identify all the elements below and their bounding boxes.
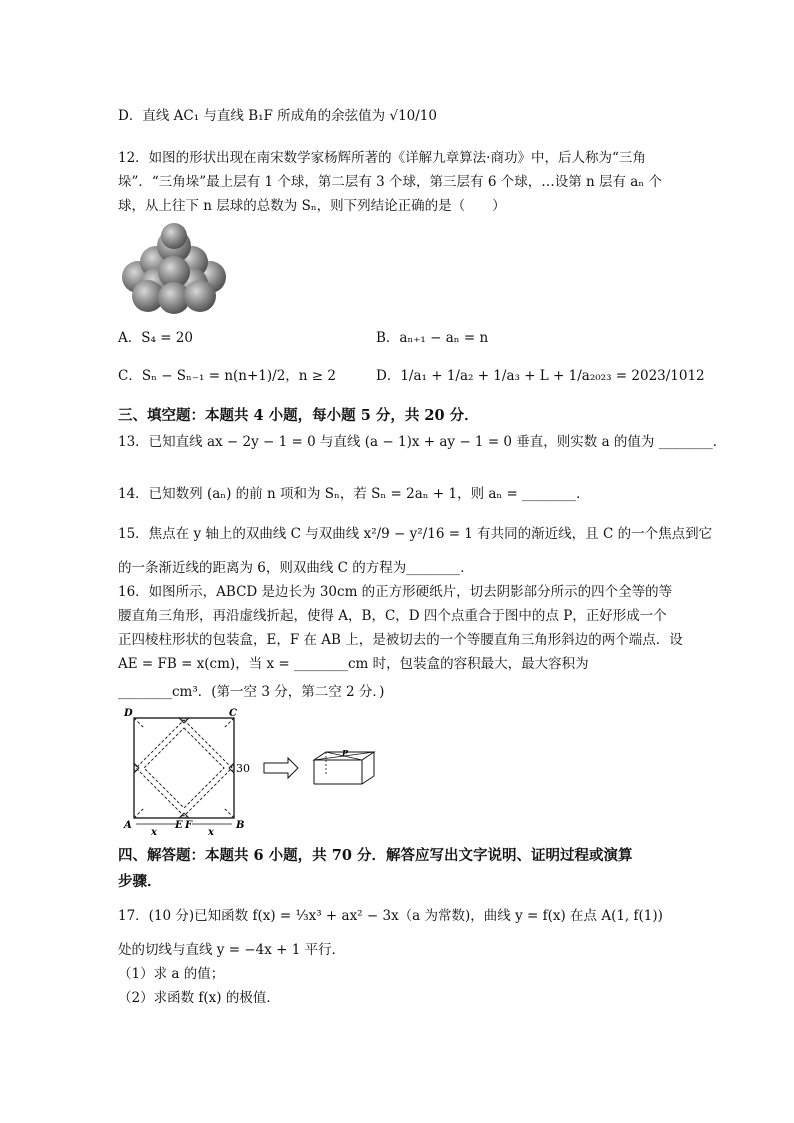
q12-line2: 垛”．“三角垛”最上层有 1 个球，第二层有 3 个球，第三层有 6 个球，…设第 n 层有 aₙ 个 — [118, 174, 662, 190]
fig-label-e: E — [175, 820, 183, 831]
q12-option-a: A．S₄ = 20 — [118, 330, 193, 346]
q16-line4: AE = FB = x(cm)，当 x = ________cm 时，包装盒的容积最大，最大容积为 — [118, 656, 589, 672]
q17-line1: 17．(10 分)已知函数 f(x) = ⅓x³ + ax² − 3x（a 为常数)，曲线 y = f(x) 在点 A(1, f(1)) — [118, 908, 663, 924]
q16-line5: ________cm³．(第一空 3 分，第二空 2 分．) — [118, 684, 385, 700]
q16-figure — [118, 704, 418, 836]
q11-option-d-text: D．直线 AC₁ 与直线 B₁F 所成角的余弦值为 √10/10 — [118, 108, 437, 124]
fig-label-x-left: x — [151, 827, 157, 836]
section-3-heading: 三、填空题：本题共 4 小题，每小题 5 分，共 20 分． — [118, 407, 479, 424]
q12-line1: 12．如图的形状出现在南宋数学家杨辉所著的《详解九章算法·商功》中，后人称为“三角 — [118, 150, 646, 166]
q16-line3: 正四棱柱形状的包装盒，E，F 在 AB 上，是被切去的一个等腰直角三角形斜边的两个端点．设 — [118, 632, 683, 648]
fig-label-b: B — [236, 820, 245, 831]
section-4-heading-line2: 步骤． — [118, 873, 162, 890]
section-4-heading-line1: 四、解答题：本题共 6 小题，共 70 分．解答应写出文字说明、证明过程或演算 — [118, 847, 633, 864]
fig-label-d: D — [124, 708, 133, 719]
q12-option-c: C．Sₙ − Sₙ₋₁ = n(n+1)/2，n ≥ 2 — [118, 368, 336, 384]
q15-line1: 15．焦点在 y 轴上的双曲线 C 与双曲线 x²/9 − y²/16 = 1 有共同的渐近线，且 C 的一个焦点到它 — [118, 526, 713, 542]
fig-label-side-30: 30 — [236, 762, 250, 775]
q12-option-b: B．aₙ₊₁ − aₙ = n — [376, 330, 489, 346]
fig-label-p: P — [342, 748, 349, 758]
q11-option-d — [118, 106, 437, 126]
q12-option-d: D．1/a₁ + 1/a₂ + 1/a₃ + L + 1/a₂₀₂₃ = 2023/1012 — [376, 368, 705, 384]
q16-line1: 16．如图所示，ABCD 是边长为 30cm 的正方形硬纸片，切去阴影部分所示的四个全等的等 — [118, 584, 673, 600]
fig-label-f: F — [185, 820, 193, 831]
fig-label-a: A — [124, 820, 132, 831]
fig-label-c: C — [229, 708, 237, 719]
triangular-pile-image — [118, 222, 230, 317]
q12-line3: 球，从上往下 n 层球的总数为 Sₙ，则下列结论正确的是（ ） — [118, 198, 506, 214]
q15-line2: 的一条渐近线的距离为 6，则双曲线 C 的方程为________． — [118, 560, 474, 576]
q17-line2: 处的切线与直线 y = −4x + 1 平行． — [118, 942, 346, 958]
q16-line2: 腰直角三角形，再沿虚线折起，使得 A，B，C，D 四个点重合于图中的点 P，正好形成一个 — [118, 608, 667, 624]
q17-part1: （1）求 a 的值； — [118, 966, 225, 982]
q13-text: 13．已知直线 ax − 2y − 1 = 0 与直线 (a − 1)x + ay − 1 = 0 垂直，则实数 a 的值为 ________． — [118, 434, 727, 450]
q14-text: 14．已知数列 (aₙ) 的前 n 项和为 Sₙ，若 Sₙ = 2aₙ + 1，则 aₙ = ________． — [118, 486, 590, 502]
q17-part2: （2）求函数 f(x) 的极值． — [118, 990, 280, 1006]
fig-label-x-right: x — [208, 827, 214, 836]
